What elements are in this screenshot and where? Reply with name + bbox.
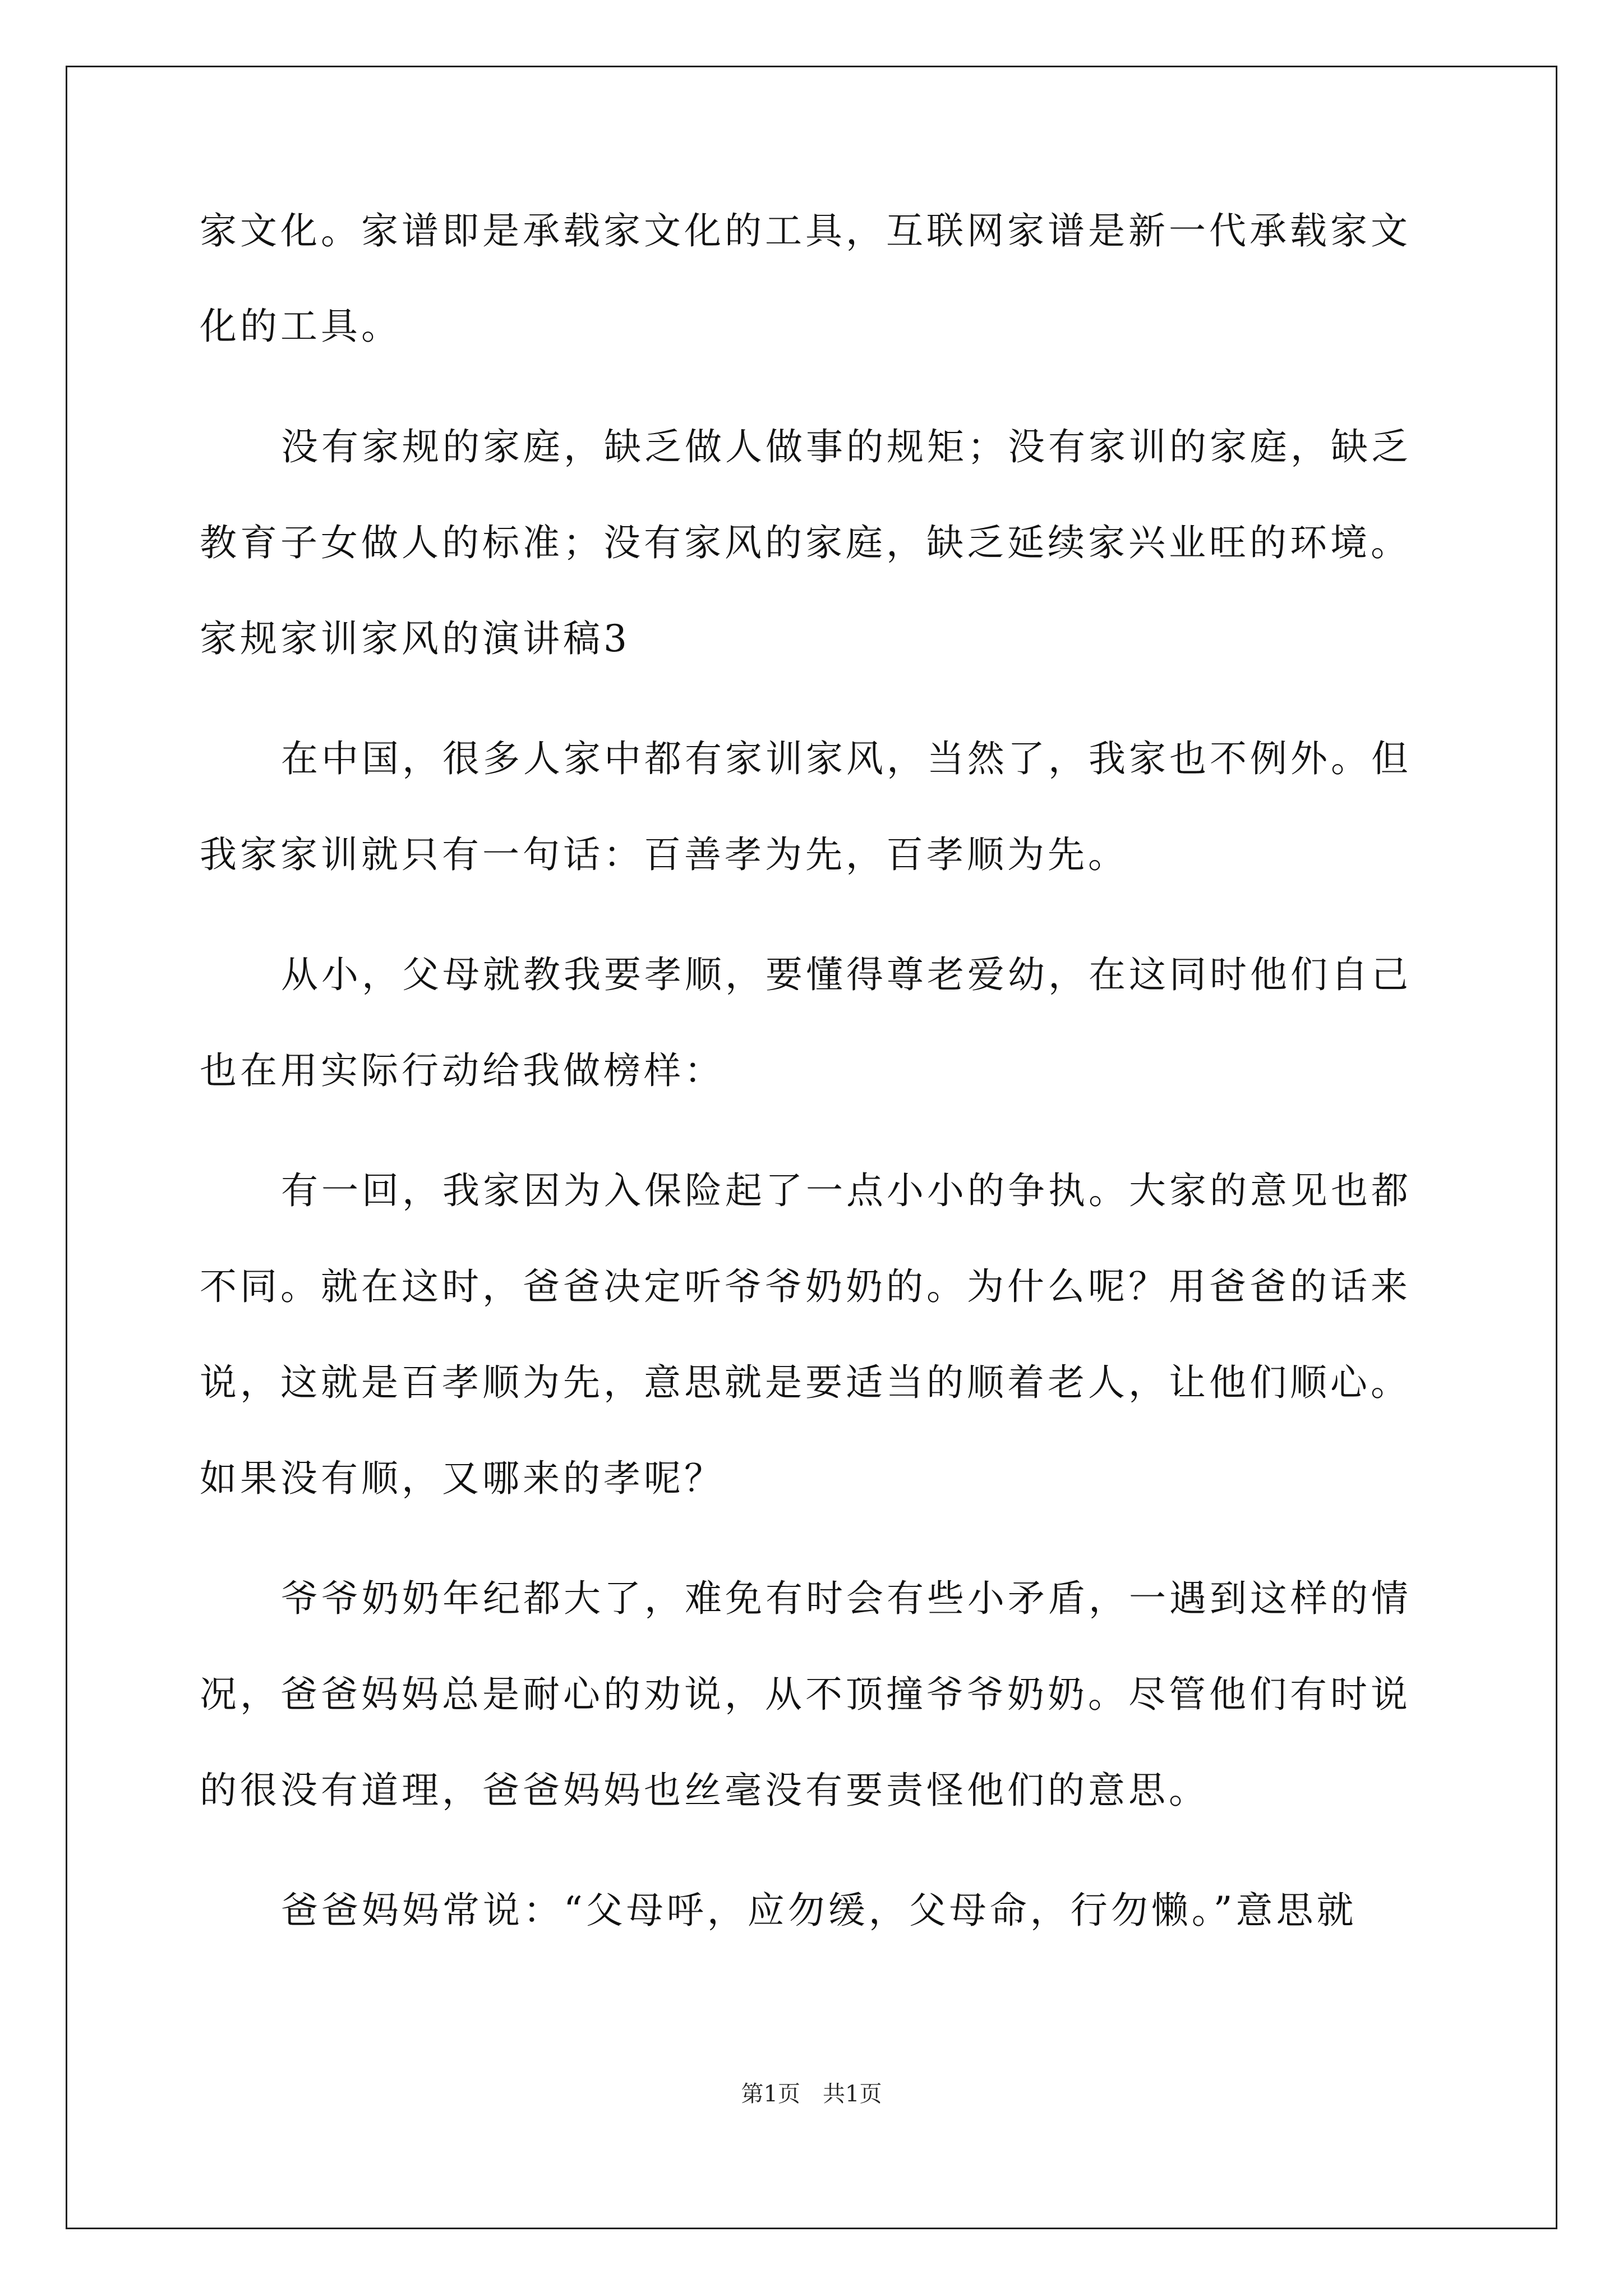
paragraph-start-line: 从小，父母就教我要孝顺，要懂得尊老爱幼，在这同时他们自己 — [281, 953, 1412, 996]
text-line: 如果没有顺，又哪来的孝呢？ — [200, 1457, 725, 1500]
paragraph-start-line: 没有家规的家庭，缺乏做人做事的规矩；没有家训的家庭，缺乏 — [281, 425, 1412, 468]
text-line: 说，这就是百孝顺为先，意思就是要适当的顺着老人，让他们顺心。 — [200, 1361, 1411, 1404]
text-line: 不同。就在这时，爸爸决定听爷爷奶奶的。为什么呢？用爸爸的话来 — [200, 1265, 1411, 1308]
text-line: 家文化。家谱即是承载家文化的工具，互联网家谱是新一代承载家文 — [200, 209, 1411, 252]
text-line: 况，爸爸妈妈总是耐心的劝说，从不顶撞爷爷奶奶。尽管他们有时说 — [200, 1673, 1411, 1716]
text-line: 化的工具。 — [200, 305, 402, 348]
paragraph-start-line: 爸爸妈妈常说：“父母呼，应勿缓，父母命，行勿懒。”意思就 — [281, 1889, 1357, 1932]
paragraph-start-line: 有一回，我家因为入保险起了一点小小的争执。大家的意见也都 — [281, 1169, 1412, 1212]
paragraph-start-line: 爷爷奶奶年纪都大了，难免有时会有些小矛盾，一遇到这样的情 — [281, 1577, 1412, 1620]
text-line: 的很没有道理，爸爸妈妈也丝毫没有要责怪他们的意思。 — [200, 1769, 1209, 1812]
text-line: 也在用实际行动给我做榜样： — [200, 1049, 725, 1092]
text-line: 我家家训就只有一句话：百善孝为先，百孝顺为先。 — [200, 833, 1128, 876]
text-line: 教育子女做人的标准；没有家风的家庭，缺乏延续家兴业旺的环境。 — [200, 521, 1411, 564]
paragraph-start-line: 在中国，很多人家中都有家训家风，当然了，我家也不例外。但 — [281, 737, 1412, 780]
section-heading: 家规家训家风的演讲稿3 — [200, 617, 630, 660]
page-footer: 第1页 共1页 — [741, 2081, 882, 2107]
